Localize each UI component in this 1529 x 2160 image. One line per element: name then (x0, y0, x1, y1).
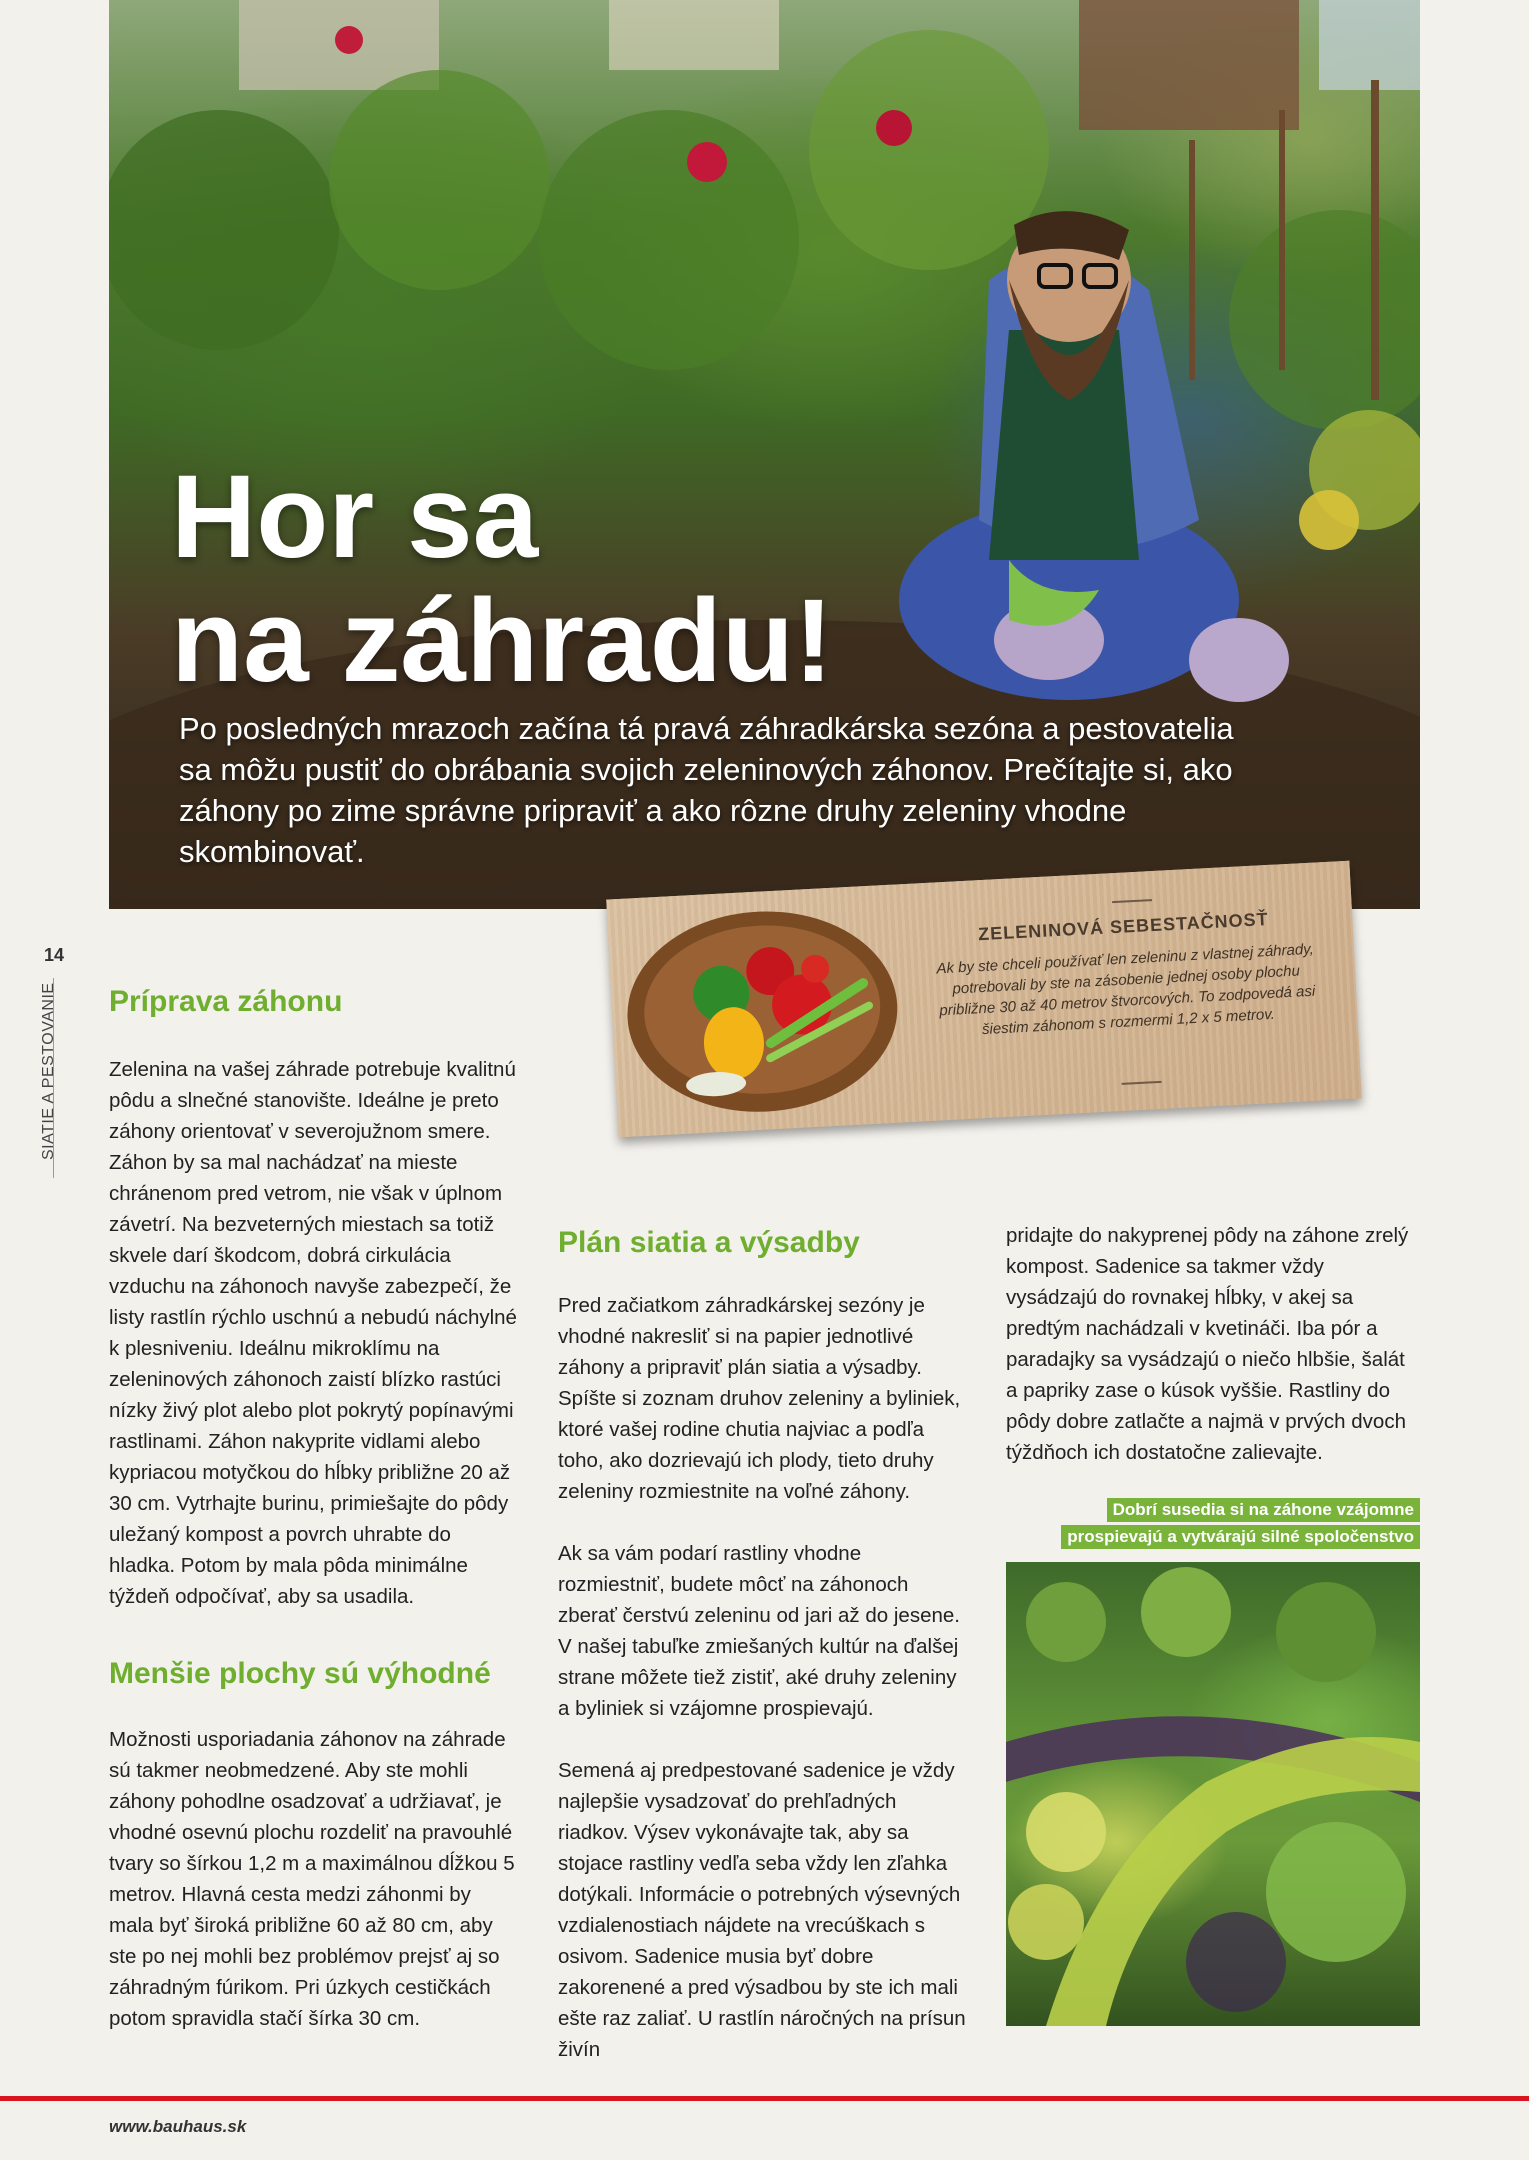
heading-mensie-plochy: Menšie plochy sú výhodné (109, 1657, 491, 1690)
col1-text-1 (109, 1054, 521, 1612)
paragraph: Zelenina na vašej záhrade potrebuje kvalitnú pôdu a slnečné stanovište. Ideálne je preto záhony orientovať v severojužnom smere. Záhon by sa mal nachádzať na mieste chránenom pred vetrom, nie však v úplnom závetrí. Na bezveterných miestach sa totiž skvele darí škodcom, dobrá cirkulácia vzduchu na záhonoch navyše zabezpečí, že listy rastlín rýchlo uschnú a nebudú náchylné k plesniveniu. Ideálnu mikroklímu na zeleninových záhonoch zaistí blízko rastúci nízky živý plot alebo plot pokrytý popínavými rastlinami. Záhon nakyprite vidlami alebo kypriacou motyčkou do hĺbky približne 20 až 30 cm. Vytrhajte burinu, primiešajte do pôdy uležaný kompost a povrch uhrabte do hladka. Potom by mala pôda minimálne týždeň odpočívať, aby sa usadila. (109, 1058, 517, 1608)
hero-title: Hor sa na záhradu! (171, 451, 834, 707)
col1-text-2 (109, 1724, 521, 2034)
heading-plan-siatia: Plán siatia a výsadby (558, 1226, 860, 1259)
footer-website-link[interactable]: www.bauhaus.sk (109, 2117, 247, 2136)
paragraph: pridajte do nakyprenej pôdy na záhone zrelý kompost. Sadenice sa takmer vždy vysádzajú do rovnakej hĺbky, v akej sa predtým nachádzali v kvetináči. Iba pór a paradajky sa vysádzajú o niečo hlbšie, šalát a papriky zase o kúsok vyššie. Rastliny do pôdy dobre zatlačte a najmä v prvých dvoch týždňoch ich dostatočne zalievajte. (1006, 1224, 1409, 1464)
col2-text (558, 1290, 970, 2065)
hero-photo (109, 0, 1420, 909)
infobox-card (606, 861, 1361, 1138)
hero-intro: Po posledných mrazoch začína tá pravá záhradkárska sezóna a pestovatelia sa môžu pustiť do obrábania svojich zeleninových záhonov. Prečítajte si, ako záhony po zime správne pripraviť a ako rôzne druhy zeleniny vhodne skombinovať. (179, 711, 1234, 869)
paragraph: Semená aj predpestované sadenice je vždy najlepšie vysadzovať do prehľadných riadkov. Výsev vykonávajte tak, aby sa stojace rastliny vedľa seba vždy len zľahka dotýkali. Informácie o potrebných výsevných vzdialenostiach nájdete na vrecúškach s osivom. Sadenice musia byť dobre zakorenené a pred výsadbou by ste ich mali ešte raz zaliať. U rastlín náročných na prísun živín (558, 1759, 966, 2061)
infobox-rule-top (1112, 899, 1152, 903)
section-label: SIATIE A PESTOVANIE (40, 982, 57, 1160)
infobox-title: ZELENINOVÁ SEBESTAČNOSŤ (977, 909, 1270, 945)
infobox-rule-bottom (1122, 1081, 1162, 1085)
page-number: 14 (44, 945, 65, 965)
heading-priprava-zahonu: Príprava záhonu (109, 985, 343, 1018)
col3-text (1006, 1220, 1420, 1468)
vegetable-bowl-image (606, 884, 918, 1137)
footer-rule (0, 2096, 1529, 2101)
paragraph: Pred začiatkom záhradkárskej sezóny je vhodné nakresliť si na papier jednotlivé záhony a pripraviť plán siatia a výsadby. Spíšte si zoznam druhov zeleniny a byliniek, ktoré vašej rodine chutia najviac a podľa toho, ako dozrievajú ich plody, tieto druhy zeleniny rozmiestnite na voľné záhony. (558, 1294, 961, 1503)
photo-caption-line-2: prospievajú a vytvárajú silné spoločenstvo (1061, 1525, 1420, 1549)
infobox-text: Ak by ste chceli používať len zeleninu z vlastnej záhrady, potrebovali by ste na zásobenie jednej osoby plochu približne 30 až 40 metrov štvorcových. To zodpovedá asi šiestim záhonom s rozmermi 1,2 x 5 metrov. (936, 940, 1316, 1039)
paragraph: Možnosti usporiadania záhonov na záhrade sú takmer neobmedzené. Aby ste mohli záhony pohodlne osadzovať a udržiavať, je vhodné osevnú plochu rozdeliť na pravouhlé tvary so šírkou 1,2 m a maximálnou dĺžkou 5 metrov. Hlavná cesta medzi záhonmi by mala byť široká približne 60 až 80 cm, aby ste po nej mohli bez problémov prejsť aj so záhradným fúrikom. Pri úzkych cestičkách potom spravidla stačí šírka 30 cm. (109, 1728, 515, 2030)
photo-caption-line-1: Dobrí susedia si na záhone vzájomne (1107, 1498, 1420, 1522)
garden-bed-photo (1006, 1562, 1420, 2026)
garden-bed-scene (1006, 1562, 1420, 2026)
paragraph: Ak sa vám podarí rastliny vhodne rozmiestniť, budete môcť na záhonoch zberať čerstvú zeleninu od jari až do jesene. V našej tabuľke zmiešaných kultúr na ďalšej strane môžete tiež zistiť, aké druhy zeleniny a byliniek si vzájomne prospievajú. (558, 1542, 960, 1720)
